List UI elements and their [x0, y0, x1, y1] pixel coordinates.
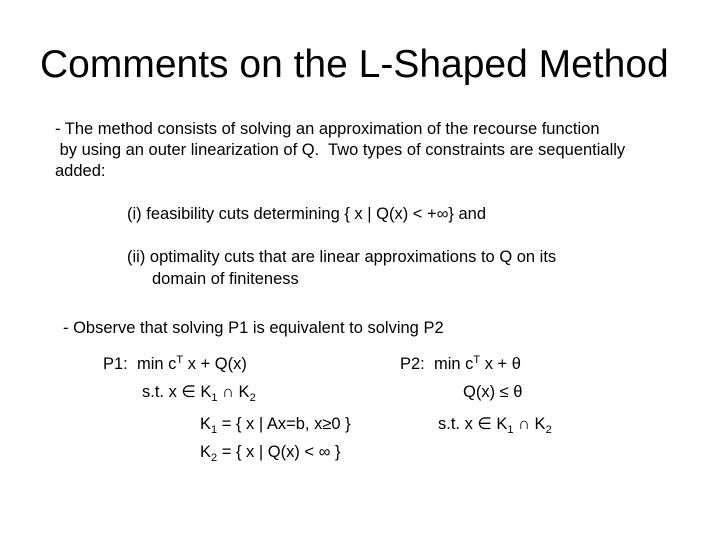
p2-constraint: s.t. x ∈ $K_1$ ∩ $K_2$	[438, 415, 552, 436]
p1-objective: P1: $\min c^T$ x + Q(x)	[103, 354, 247, 373]
p2-objective: P2: $\min c^T$ x + θ	[400, 354, 521, 373]
intro-line-3: added:	[55, 162, 106, 180]
p2-label: P2:	[400, 355, 425, 373]
intro-line-2: by using an outer linearization of Q. Two types of constraints are sequentially	[55, 141, 626, 159]
cut-item-feasibility: (i) feasibility cuts determining { x | Q(x) < +∞} and	[127, 205, 487, 223]
cut-item-optimality: (ii) optimality cuts that are linear approximations to Q on its	[127, 248, 557, 266]
p1-constraint: s.t. x ∈ $K_1$ ∩ $K_2$	[142, 383, 256, 404]
p2-theta-constraint: Q(x) ≤ θ	[463, 383, 523, 401]
intro-line-1: - The method consists of solving an approximation of the recourse function	[55, 120, 600, 138]
slide-title: Comments on the L-Shaped Method	[40, 43, 669, 86]
p1-label: P1:	[103, 355, 128, 373]
cut-item-optimality-cont: domain of finiteness	[152, 270, 299, 288]
k2-definition: $K_2$ = { x | Q(x) < ∞ }	[200, 443, 341, 464]
k1-definition: $K_1$ = { x | Ax=b, x≥0 }	[200, 415, 351, 436]
observe-line: - Observe that solving P1 is equivalent to solving P2	[63, 319, 444, 337]
